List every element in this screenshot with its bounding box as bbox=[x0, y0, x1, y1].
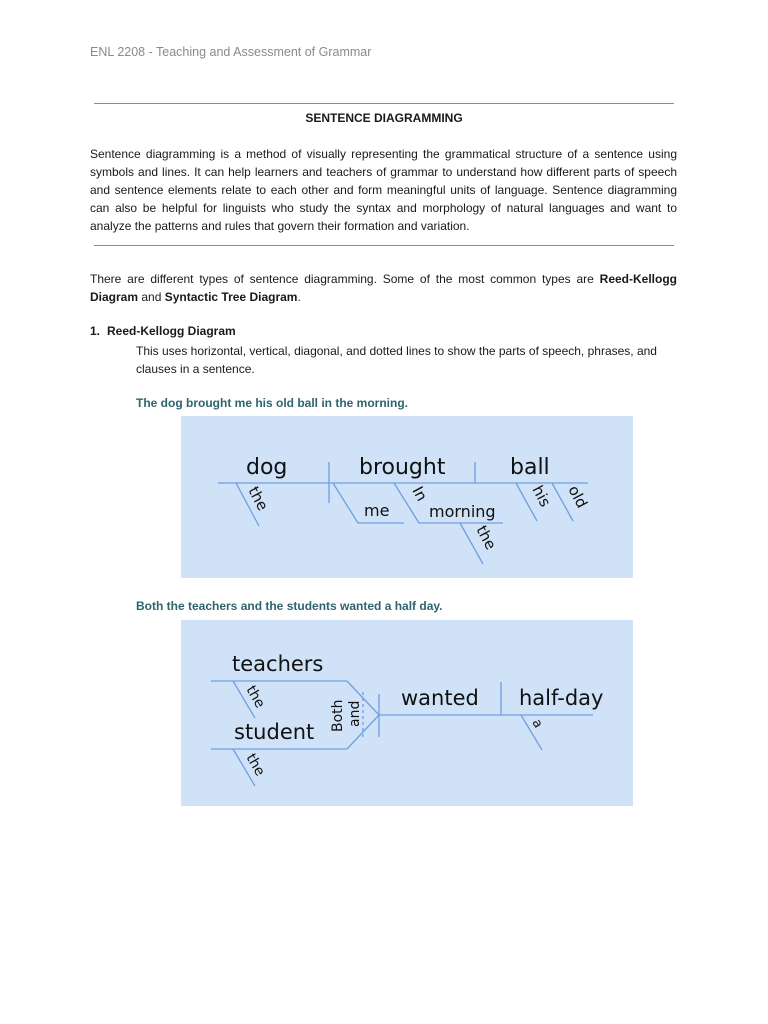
word-mod-a: a bbox=[528, 716, 546, 731]
word-prep-object: morning bbox=[429, 502, 496, 521]
section-heading-text: Reed-Kellogg Diagram bbox=[107, 324, 236, 338]
word-mod-the-2: the bbox=[242, 751, 268, 779]
word-mod-the-1: the bbox=[242, 683, 268, 711]
word-prep-mod-the: the bbox=[472, 522, 500, 553]
word-conjunction-2: and bbox=[347, 700, 363, 727]
types-prefix: There are different types of sentence diagramming. Some of the most common types are bbox=[90, 272, 600, 286]
section-description: This uses horizontal, vertical, diagonal, and dotted lines to show the parts of speech, phrases, and clauses in a sentence. bbox=[136, 344, 657, 376]
word-subject-1: teachers bbox=[232, 652, 324, 676]
word-conjunction-1: Both bbox=[330, 699, 346, 732]
word-verb: brought bbox=[359, 455, 446, 480]
word-mod-the: the bbox=[244, 483, 272, 514]
types-paragraph bbox=[90, 270, 677, 306]
word-mod-old: old bbox=[564, 482, 592, 512]
list-number: 1. bbox=[90, 324, 101, 338]
page-title: SENTENCE DIAGRAMMING bbox=[305, 111, 463, 125]
type-reed-kellogg: Reed-Kellogg Diagram bbox=[90, 272, 677, 304]
word-object: half-day bbox=[519, 686, 604, 710]
word-subject-2: student bbox=[234, 720, 315, 744]
intro-paragraph: Sentence diagramming is a method of visually representing the grammatical structure of a sentence using symbols and lines. It can help learners and teachers of grammar to understand how different parts of speech and sentence elements relate to each other and form meaningful units of language. Sentence diagramming can also be helpful for linguists who study the syntax and morphology of natural languages and want to analyze the patterns and rules that govern their formation and variation. bbox=[90, 147, 677, 233]
example-sentence-1: The dog brought me his old ball in the morning. bbox=[136, 396, 408, 410]
type-syntactic-tree: Syntactic Tree Diagram bbox=[164, 290, 298, 304]
types-suffix: . bbox=[297, 290, 301, 304]
course-header: ENL 2208 - Teaching and Assessment of Grammar bbox=[90, 45, 372, 59]
reed-kellogg-diagram-2 bbox=[181, 620, 633, 806]
types-joiner: and bbox=[138, 290, 165, 304]
bottom-divider bbox=[94, 245, 674, 246]
section-heading-reed-kellogg bbox=[90, 324, 236, 338]
word-object: ball bbox=[510, 455, 550, 480]
word-preposition: In bbox=[408, 483, 431, 505]
word-verb: wanted bbox=[401, 686, 479, 710]
example-sentence-2: Both the teachers and the students wanted a half day. bbox=[136, 599, 443, 613]
top-divider bbox=[94, 103, 674, 104]
reed-kellogg-diagram-1 bbox=[181, 416, 633, 578]
word-mod-his: his bbox=[528, 482, 555, 510]
word-subject: dog bbox=[246, 455, 288, 480]
word-indirect-object: me bbox=[364, 501, 390, 520]
